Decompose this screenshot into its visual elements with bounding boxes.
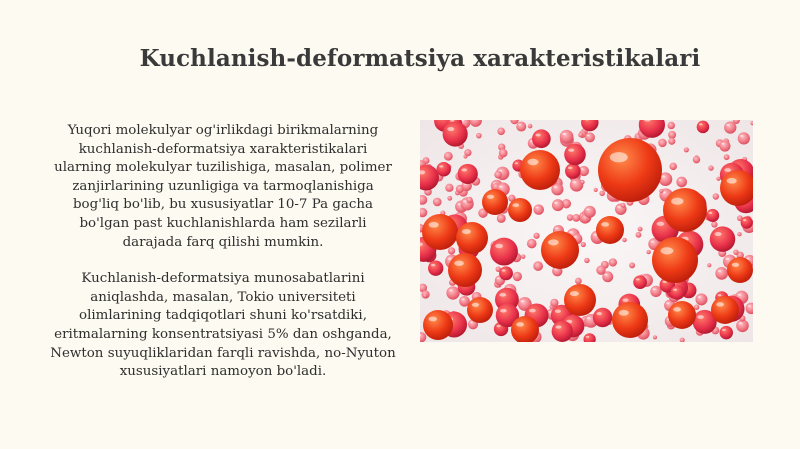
droplet-highlight xyxy=(636,278,640,280)
droplet-highlight xyxy=(727,178,737,184)
droplet-highlight xyxy=(431,264,435,266)
droplet-highlight xyxy=(568,167,572,169)
small-droplet xyxy=(433,198,442,207)
medium-droplet xyxy=(670,285,684,299)
droplet-highlight xyxy=(610,152,628,162)
small-droplet xyxy=(724,154,730,160)
droplet-highlight xyxy=(495,244,503,248)
small-droplet xyxy=(738,132,750,144)
medium-droplet xyxy=(720,326,733,339)
medium-droplet xyxy=(710,226,735,251)
small-droplet xyxy=(622,238,627,243)
large-droplet xyxy=(711,296,739,324)
large-droplet xyxy=(422,214,458,250)
small-droplet xyxy=(570,178,584,192)
small-droplet xyxy=(445,184,453,192)
droplet-highlight xyxy=(470,321,473,323)
small-droplet xyxy=(599,191,605,197)
droplet-highlight xyxy=(529,309,536,313)
droplet-highlight xyxy=(448,258,452,260)
droplet-highlight xyxy=(548,239,559,245)
droplet-highlight xyxy=(743,219,746,221)
small-droplet xyxy=(716,177,720,181)
droplet-highlight xyxy=(439,165,443,167)
small-droplet xyxy=(737,232,741,236)
droplet-highlight xyxy=(429,222,439,228)
small-droplet xyxy=(724,121,736,133)
small-droplet xyxy=(684,147,689,152)
large-droplet xyxy=(467,297,493,323)
droplet-highlight xyxy=(740,135,743,137)
droplet-highlight xyxy=(593,233,597,235)
droplet-highlight xyxy=(535,134,540,137)
small-droplet xyxy=(499,149,508,158)
droplet-highlight xyxy=(555,309,561,312)
droplet-highlight xyxy=(651,241,654,243)
large-droplet xyxy=(423,310,453,340)
droplet-highlight xyxy=(461,298,464,300)
droplet-highlight xyxy=(652,288,655,290)
small-droplet xyxy=(466,197,473,204)
small-droplet xyxy=(659,189,663,193)
small-droplet xyxy=(552,199,564,211)
large-droplet xyxy=(727,257,753,283)
small-droplet xyxy=(494,171,502,179)
small-droplet xyxy=(653,335,657,339)
small-droplet xyxy=(646,250,650,254)
small-droplet xyxy=(708,165,713,170)
small-droplet xyxy=(476,133,482,139)
large-droplet xyxy=(668,301,696,329)
droplet-highlight xyxy=(661,175,665,177)
small-droplet xyxy=(668,138,675,145)
droplet-highlight xyxy=(596,312,601,315)
small-droplet xyxy=(580,180,584,184)
small-droplet xyxy=(572,214,580,222)
droplet-highlight xyxy=(748,305,751,307)
droplet-highlight xyxy=(657,222,665,226)
large-droplet xyxy=(482,189,508,215)
medium-droplet xyxy=(532,129,551,148)
small-droplet xyxy=(695,293,707,305)
small-droplet xyxy=(715,267,728,280)
small-droplet xyxy=(694,304,699,309)
droplet-highlight xyxy=(718,294,722,296)
droplets-illustration xyxy=(420,120,753,342)
small-droplet xyxy=(707,263,711,267)
droplet-highlight xyxy=(678,179,681,181)
medium-droplet xyxy=(458,164,478,184)
large-droplet xyxy=(596,216,624,244)
droplet-highlight xyxy=(499,293,506,297)
droplet-highlight xyxy=(461,168,467,171)
droplet-highlight xyxy=(535,207,538,209)
small-droplet xyxy=(669,163,676,170)
droplet-highlight xyxy=(666,302,669,304)
small-droplet xyxy=(528,124,533,129)
droplet-highlight xyxy=(737,294,741,296)
small-droplet xyxy=(711,221,717,227)
droplet-highlight xyxy=(449,289,453,291)
large-droplet xyxy=(564,284,596,316)
medium-droplet xyxy=(633,275,647,289)
large-droplet xyxy=(541,231,579,269)
large-droplet xyxy=(652,237,698,283)
droplet-highlight xyxy=(502,269,506,271)
medium-droplet xyxy=(697,121,709,133)
droplet-highlight xyxy=(722,329,726,331)
droplet-highlight xyxy=(457,203,460,205)
droplet-highlight xyxy=(724,168,731,172)
droplet-highlight xyxy=(497,325,501,327)
small-droplet xyxy=(658,139,667,148)
droplet-highlight xyxy=(572,181,576,183)
droplet-highlight xyxy=(527,159,538,165)
droplet-highlight xyxy=(698,296,701,298)
droplet-highlight xyxy=(562,133,566,135)
droplet-highlight xyxy=(454,260,464,265)
paragraph-2: Kuchlanish-deformatsiya munosabatlarini aniqlashda, masalan, Tokio universiteti olimlarining tadqiqotlari shuni ko'rsatdiki, eritmalarning konsentratsiyasi 5% dan oshganda, Newton suyuqliklaridan farqli ravishda, no-Nyuton xususiyatlari namoyon bo'ladi. xyxy=(50,271,396,380)
small-droplet xyxy=(584,258,589,263)
medium-droplet xyxy=(706,209,719,222)
droplet-highlight xyxy=(569,231,573,233)
small-droplet xyxy=(733,250,738,255)
droplet-highlight xyxy=(725,258,729,260)
droplet-highlight xyxy=(472,303,479,307)
small-droplet xyxy=(533,204,544,215)
large-droplet xyxy=(598,138,662,202)
medium-droplet xyxy=(443,121,468,146)
small-droplet xyxy=(668,131,676,139)
droplet-highlight xyxy=(718,270,722,272)
small-droplet xyxy=(713,193,719,199)
droplet-highlight xyxy=(487,195,494,199)
small-droplet xyxy=(533,261,543,271)
droplet-highlight xyxy=(556,325,562,328)
droplet-highlight xyxy=(716,302,724,306)
droplet-highlight xyxy=(554,202,557,204)
small-droplet xyxy=(444,152,453,161)
droplet-highlight xyxy=(512,203,519,207)
small-droplet xyxy=(464,149,471,156)
small-droplet xyxy=(513,272,522,281)
small-droplet xyxy=(609,258,617,266)
droplet-highlight xyxy=(617,206,620,208)
large-droplet xyxy=(663,188,707,232)
medium-droplet xyxy=(490,238,518,266)
small-droplet xyxy=(497,128,505,136)
medium-droplet xyxy=(565,163,581,179)
droplet-highlight xyxy=(462,229,471,234)
droplet-highlight xyxy=(463,200,467,202)
large-droplet xyxy=(456,222,488,254)
small-droplet xyxy=(584,206,596,218)
droplet-highlight xyxy=(516,322,524,326)
small-droplet xyxy=(521,254,526,259)
droplet-highlight xyxy=(515,162,518,164)
small-droplet xyxy=(446,286,459,299)
droplet-highlight xyxy=(604,274,607,276)
medium-droplet xyxy=(593,308,612,327)
small-droplet xyxy=(533,233,539,239)
droplet-highlight xyxy=(619,310,629,316)
large-droplet xyxy=(612,302,648,338)
droplet-highlight xyxy=(601,222,609,226)
small-droplet xyxy=(448,247,455,254)
medium-droplet xyxy=(436,162,450,176)
droplet-highlight xyxy=(622,298,628,301)
small-droplet xyxy=(575,278,582,285)
droplet-highlight xyxy=(554,186,557,188)
droplet-highlight xyxy=(447,127,454,131)
small-droplet xyxy=(594,188,598,192)
large-droplet xyxy=(508,198,532,222)
droplet-highlight xyxy=(709,212,713,214)
droplet-highlight xyxy=(714,232,721,236)
droplet-highlight xyxy=(518,124,521,126)
small-droplet xyxy=(629,262,635,268)
droplet-highlight xyxy=(671,198,683,205)
droplet-highlight xyxy=(726,124,729,126)
droplet-highlight xyxy=(661,247,674,254)
body-text xyxy=(48,122,398,400)
droplet-highlight xyxy=(555,227,558,229)
droplet-highlight xyxy=(581,168,584,170)
small-droplet xyxy=(668,122,675,129)
droplet-highlight xyxy=(549,311,552,313)
small-droplet xyxy=(650,286,661,297)
droplet-highlight xyxy=(738,322,742,324)
droplet-highlight xyxy=(497,277,500,279)
droplet-highlight xyxy=(697,315,704,319)
small-droplet xyxy=(636,232,642,238)
small-droplet xyxy=(447,196,452,201)
droplet-highlight xyxy=(499,185,503,187)
droplet-highlight xyxy=(429,317,437,322)
droplet-highlight xyxy=(568,148,574,151)
droplet-highlight xyxy=(587,135,590,137)
droplet-highlight xyxy=(673,307,681,311)
droplet-highlight xyxy=(520,300,524,302)
droplet-highlight xyxy=(721,143,724,145)
droplet-highlight xyxy=(570,291,579,296)
slide-title: Kuchlanish-deformatsiya xarakteristikalari xyxy=(139,45,701,73)
droplet-highlight xyxy=(732,263,739,267)
medium-droplet xyxy=(564,144,586,166)
small-droplet xyxy=(527,239,537,249)
droplet-highlight xyxy=(673,289,677,291)
small-droplet xyxy=(497,214,506,223)
droplet-highlight xyxy=(586,208,589,210)
small-droplet xyxy=(693,156,700,163)
small-droplet xyxy=(581,242,586,247)
droplet-highlight xyxy=(500,309,507,313)
large-droplet xyxy=(448,253,482,287)
droplets-image xyxy=(420,120,753,342)
small-droplet xyxy=(423,294,427,298)
large-droplet xyxy=(520,150,560,190)
medium-droplet xyxy=(428,261,443,276)
small-droplet xyxy=(585,132,595,142)
medium-droplet xyxy=(552,321,573,342)
small-droplet xyxy=(516,122,526,132)
droplet-highlight xyxy=(586,336,589,338)
small-droplet xyxy=(578,132,583,137)
small-droplet xyxy=(719,140,730,151)
droplet-highlight xyxy=(699,123,702,125)
small-droplet xyxy=(596,265,605,274)
small-droplet xyxy=(621,203,626,208)
small-droplet xyxy=(638,227,643,232)
small-droplet xyxy=(676,177,687,188)
medium-droplet xyxy=(499,266,513,280)
medium-droplet xyxy=(741,216,753,228)
small-droplet xyxy=(560,130,574,144)
droplet-highlight xyxy=(587,317,591,319)
paragraph-1: Yuqori molekulyar og'irlikdagi birikmalarning kuchlanish-deformatsiya xarakteristikalari ularning molekulyar tuzilishiga, masalan, polimer zanjirlarining uzunligiga va tarmoqlanishiga bog'liq bo'lib, bu xususiyatlar 10-7 Pa gacha bo'lgan past kuchlanishlarda ham sezilarli darajada farq qilishi mumkin. xyxy=(54,123,392,250)
